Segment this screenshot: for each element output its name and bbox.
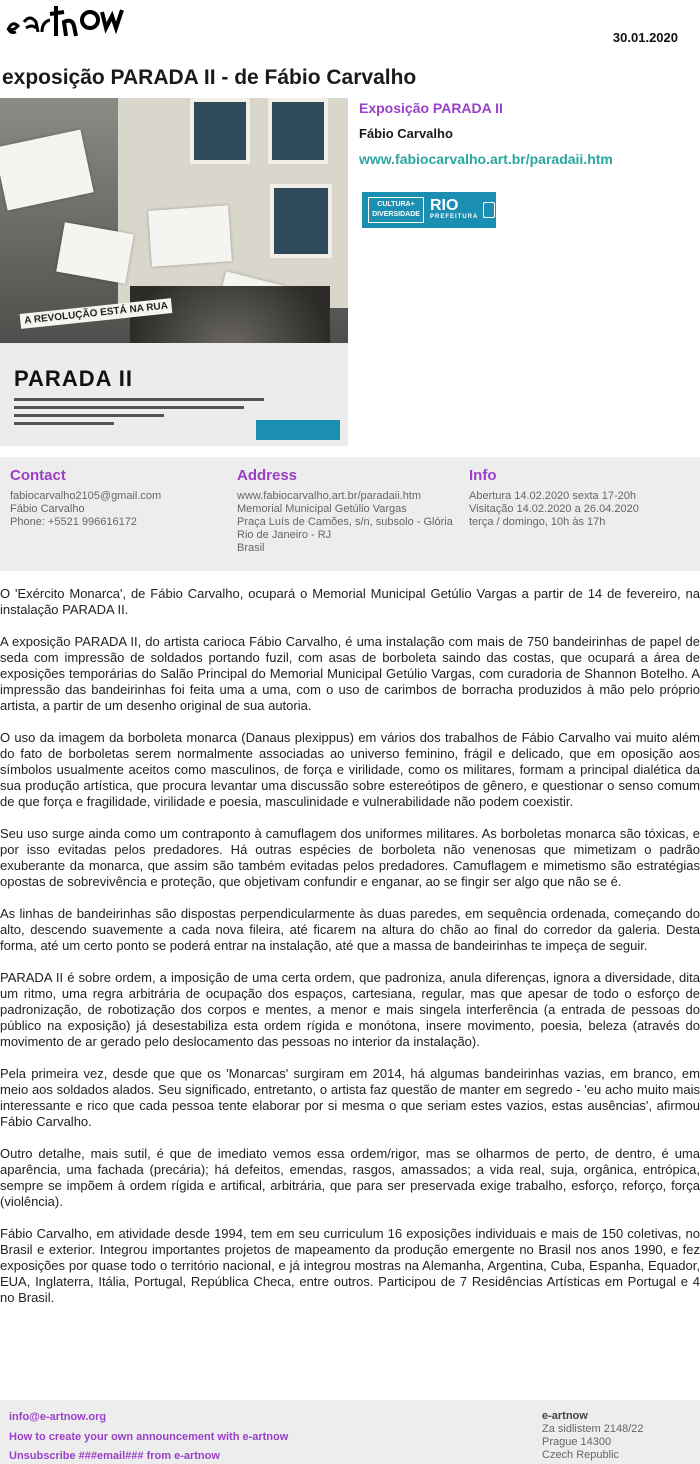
address-venue: Memorial Municipal Getúlio Vargas (237, 503, 407, 515)
contact-name: Fábio Carvalho (10, 503, 85, 515)
footer-city: Prague 14300 (542, 1436, 612, 1448)
footer-street: Za sidlistem 2148/22 (542, 1423, 644, 1435)
poster-window (270, 184, 332, 258)
crest-icon (483, 202, 495, 218)
exhibition-poster-image[interactable] (0, 98, 348, 446)
body-paragraph: Seu uso surge ainda como um contraponto à camuflagem dos uniformes militares. As borboletas monarca são tóxicas, e por isso evitadas pelos predadores. Há outras espécies de borboleta não venenosas que mimetizam o padrão exuberante da monarca, que assim são também evitadas pelos predadores. Camuflagem e mimetismo são estratégias opostas de sobrevivência e proteção, que objetivam confundir e enganar, ao se fingir ser algo que não se é. (0, 826, 700, 889)
info-column (469, 467, 639, 529)
contact-email[interactable]: fabiocarvalho2105@gmail.com (10, 490, 162, 502)
info-heading: Info (469, 467, 497, 484)
body-paragraph: Pela primeira vez, desde que que os 'Monarcas' surgiram em 2014, há algumas bandeirinhas vazias, em branco, em meio aos soldados alados. Seu significado, entretanto, o artista faz questão de manter em segredo - 'eu acho muito mais interessante e rico que cada pessoa tente elaborar por si mesma o que seriam estes vazios, estas ausências', afirmou Fábio Carvalho. (0, 1066, 700, 1129)
address-city: Rio de Janeiro - RJ (237, 529, 332, 541)
address-website[interactable]: www.fabiocarvalho.art.br/paradaii.htm (237, 490, 422, 502)
contact-phone: Phone: +5521 996616172 (10, 516, 137, 528)
poster-window (268, 98, 328, 164)
info-opening: Abertura 14.02.2020 sexta 17-20h (469, 490, 636, 502)
poster-text-line (14, 398, 264, 401)
footer-create-link[interactable]: How to create your own announcement with e-artnow (9, 1431, 289, 1443)
logo-icon (2, 0, 130, 44)
address-street: Praça Luís de Camões, s/n, subsolo - Glória (237, 516, 453, 528)
address-country: Brasil (237, 542, 265, 554)
info-hours: terça / domingo, 10h às 17h (469, 516, 606, 528)
address-heading: Address (237, 467, 298, 484)
poster-flag (148, 205, 232, 266)
sponsor-rio-label: RIO (430, 197, 459, 214)
address-column (237, 467, 453, 555)
poster-text-line (14, 414, 164, 417)
footer-unsubscribe-link[interactable]: Unsubscribe ###email### from e-artnow (9, 1450, 220, 1462)
sponsor-logo (362, 192, 496, 228)
sponsor-prefeitura-label: PREFEITURA (430, 214, 479, 220)
info-visiting-dates: Visitação 14.02.2020 a 26.04.2020 (469, 503, 639, 515)
body-paragraph: O uso da imagem da borboleta monarca (Danaus plexippus) em vários dos trabalhos de Fábio Carvalho vai muito além do fato de borboletas serem normalmente associadas ao universo feminino, frágil e delicado, que em oposição aos símbolos usualmente aceitos como masculinos, de força e virilidade, como os militares, formam a principal dialética da sua produção artística, que procura levantar uma discussão sobre estereótipos de gênero, e questionar o senso comum de que força e fragilidade, virilidade e poesia, masculinidade e vulnerabilidade não podem coexistir. (0, 730, 700, 809)
page-title: exposição PARADA II - de Fábio Carvalho (2, 66, 417, 89)
sponsor-culture-box: CULTURA+ DIVERSIDADE (368, 197, 424, 223)
announcement-body (0, 586, 700, 1322)
contact-heading: Contact (10, 467, 66, 484)
poster-text-line (14, 422, 114, 425)
poster-sponsor-logo (256, 420, 340, 440)
announcement-date: 30.01.2020 (612, 30, 678, 45)
footer-address (542, 1410, 644, 1462)
contact-column (10, 467, 161, 529)
body-paragraph: Outro detalhe, mais sutil, é que de imediato vemos essa ordem/rigor, mas se olharmos de perto, de dentro, é uma aparência, uma fachada (precária); há defeitos, emendas, rasgos, amassados; a vida real, suja, orgânica, entrópica, sempre se impõem à ordem rígida e artifical, arbitrária, que para ser preservada exige trabalho, esforço, reforço, força (violência). (0, 1146, 700, 1209)
sponsor-rio (430, 199, 478, 221)
footer-org: e-artnow (542, 1410, 588, 1422)
poster-window (190, 98, 250, 164)
poster-banner-text: A REVOLUÇÃO ESTÁ NA RUA (20, 298, 173, 329)
poster-text-line (14, 406, 244, 409)
event-name: Exposição PARADA II (359, 100, 503, 116)
footer-email-link[interactable]: info@e-artnow.org (9, 1411, 107, 1423)
info-bar (0, 457, 700, 571)
body-paragraph: As linhas de bandeirinhas são dispostas perpendicularmente às duas paredes, em sequência ordenada, começando do alto, descendo suavemente a cada nova fileira, até ficarem na altura do chão ao final do corredor da galeria. Desta forma, até um certo ponto se poderá entrar na instalação, até que a massa de bandeirinhas te impeça de seguir. (0, 906, 700, 953)
footer-country: Czech Republic (542, 1449, 620, 1461)
body-paragraph: PARADA II é sobre ordem, a imposição de uma certa ordem, que padroniza, anula diferenças, ignora a diversidade, dita um ritmo, uma regra arbitrária de ocupação dos espaços, cartesiana, regular, mas que apesar de todo o esforço de padronização, de robotização dos corpos e mentes, a menor e mais singela interferência (a entrada de pessoas do público na exposição) já desestabiliza esta ordem rígida e monótona, insere movimento, poesia, beleza (através do movimento de ar gerado pelo deslocamento das pessoas no interior da instalação). (0, 970, 700, 1049)
e-artnow-logo[interactable] (2, 0, 130, 44)
body-paragraph: O 'Exército Monarca', de Fábio Carvalho, ocupará o Memorial Municipal Getúlio Vargas a partir de 14 de fevereiro, na instalação PARADA II. (0, 586, 700, 617)
body-paragraph: A exposição PARADA II, do artista carioca Fábio Carvalho, é uma instalação com mais de 750 bandeirinhas de papel de seda com impressão de soldados portando fuzil, com asas de borboleta saindo das costas, que ocupará a área de exposições temporárias do Salão Principal do Memorial Municipal Getúlio Vargas, com curadoria de Shannon Botelho. A impressão das bandeirinhas foi feita uma a uma, com o uso de carimbos de borracha produzidos à mão pelo próprio artista, a partir de um desenho original de sua autoria. (0, 634, 700, 713)
artist-name: Fábio Carvalho (359, 126, 453, 141)
footer (0, 1400, 700, 1464)
poster-title: PARADA II (14, 366, 133, 391)
body-paragraph: Fábio Carvalho, em atividade desde 1994, tem em seu curriculum 16 exposições individuais e mais de 150 coletivas, no Brasil e exterior. Integrou importantes projetos de mapeamento da produção emergente no Brasil nos anos 1990, e fez exposições por quase todo o território nacional, e já integrou mostras na Alemanha, Argentina, Cuba, Espanha, Equador, EUA, Inglaterra, Itália, Portugal, República Checa, entre outros. Participou de 7 Residências Artísticas em Portugal e 4 no Brasil. (0, 1226, 700, 1305)
event-link[interactable]: www.fabiocarvalho.art.br/paradaii.htm (359, 151, 613, 167)
